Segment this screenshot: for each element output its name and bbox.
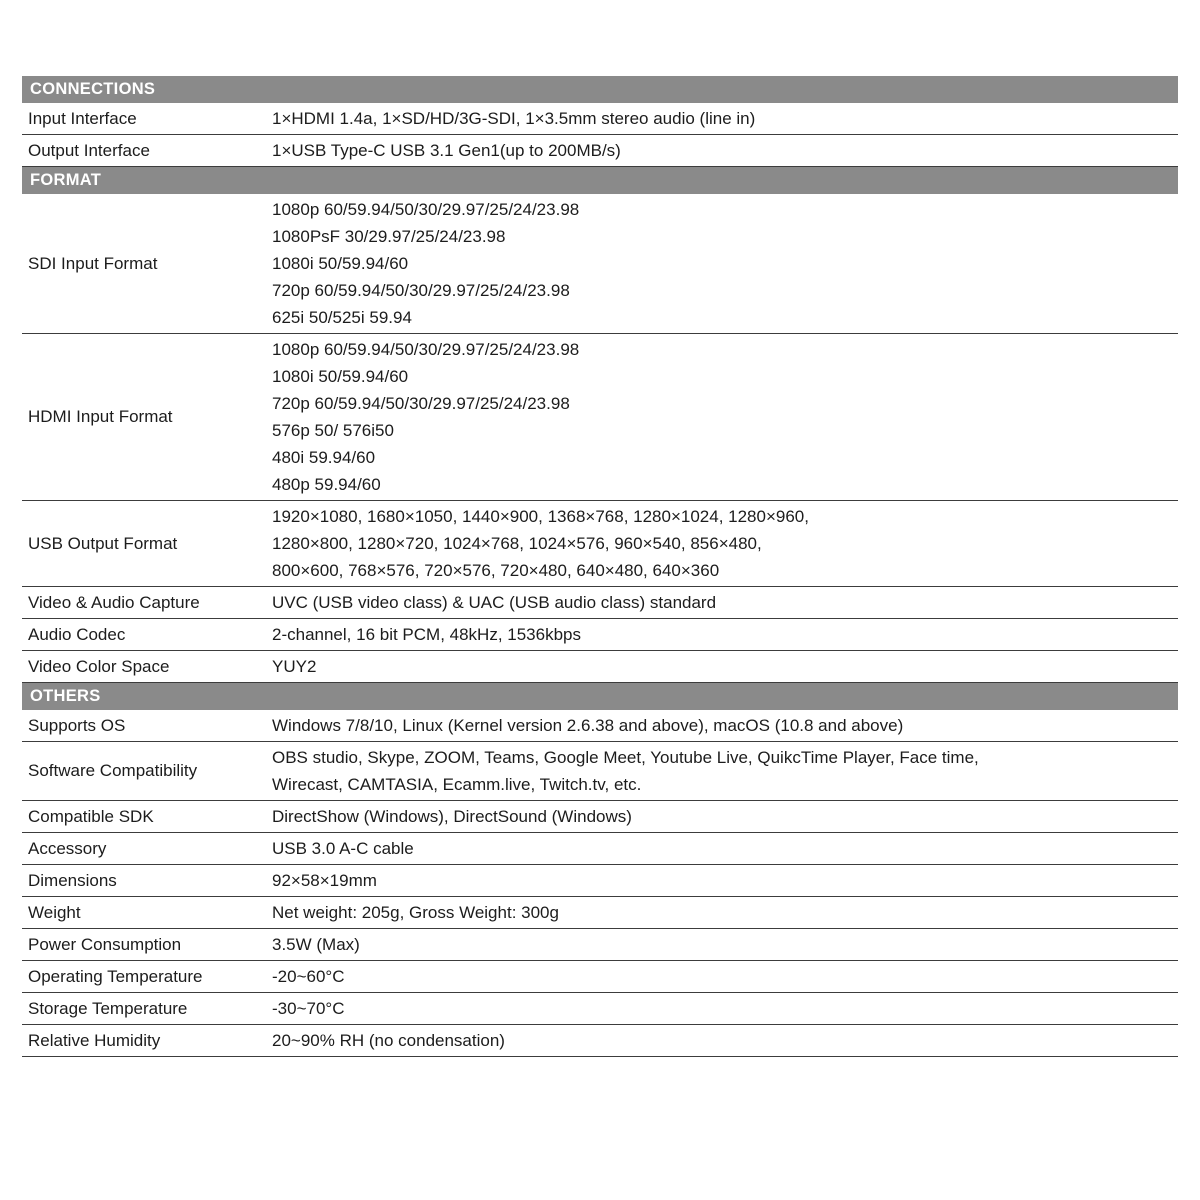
spec-value-line: 1×USB Type-C USB 3.1 Gen1(up to 200MB/s)	[272, 141, 621, 160]
spec-row-value	[272, 899, 1178, 926]
spec-row-value	[272, 867, 1178, 894]
spec-value-line: Wirecast, CAMTASIA, Ecamm.live, Twitch.tv, etc.	[272, 775, 642, 794]
spec-value-line: 625i 50/525i 59.94	[272, 308, 412, 327]
spec-row-label: Video Color Space	[28, 656, 170, 676]
spec-row	[22, 587, 1178, 619]
spec-row	[22, 1025, 1178, 1057]
spec-row-label: Compatible SDK	[28, 806, 154, 826]
spec-row-label: Power Consumption	[28, 934, 182, 954]
spec-value-line: 480p 59.94/60	[272, 475, 381, 494]
spec-value-line: 20~90% RH (no condensation)	[272, 1031, 505, 1050]
spec-value-line: 1080i 50/59.94/60	[272, 254, 409, 273]
spec-value-line: 1080i 50/59.94/60	[272, 367, 409, 386]
spec-row-value	[272, 196, 1178, 331]
spec-value-line: 2-channel, 16 bit PCM, 48kHz, 1536kbps	[272, 625, 582, 644]
spec-row	[22, 961, 1178, 993]
spec-row	[22, 135, 1178, 167]
spec-value-line: 576p 50/ 576i50	[272, 421, 394, 440]
spec-row-label: Dimensions	[28, 870, 117, 890]
spec-row-value	[272, 137, 1178, 164]
section-header-format: FORMAT	[22, 167, 1178, 194]
spec-row-label: Software Compatibility	[28, 761, 198, 780]
spec-value-line: DirectShow (Windows), DirectSound (Windows)	[272, 807, 632, 826]
spec-row	[22, 651, 1178, 683]
spec-row	[22, 334, 1178, 501]
spec-row-label: Output Interface	[28, 140, 150, 160]
spec-row-value	[272, 105, 1178, 132]
spec-value-line: OBS studio, Skype, ZOOM, Teams, Google Meet, Youtube Live, QuikcTime Player, Face time,	[272, 748, 979, 767]
section-header-others: OTHERS	[22, 683, 1178, 710]
spec-value-line: 1080PsF 30/29.97/25/24/23.98	[272, 227, 506, 246]
spec-row-value	[272, 589, 1178, 616]
spec-row	[22, 801, 1178, 833]
spec-row-value	[272, 931, 1178, 958]
spec-value-line: Net weight: 205g, Gross Weight: 300g	[272, 903, 559, 922]
spec-value-line: 1×HDMI 1.4a, 1×SD/HD/3G-SDI, 1×3.5mm stereo audio (line in)	[272, 109, 756, 128]
spec-row-label: Video & Audio Capture	[28, 592, 200, 612]
spec-row-value	[272, 336, 1178, 498]
spec-row	[22, 993, 1178, 1025]
spec-row-label: SDI Input Format	[28, 253, 158, 273]
spec-value-line: USB 3.0 A-C cable	[272, 839, 414, 858]
spec-row-value	[272, 744, 1178, 798]
spec-row-label: Storage Temperature	[28, 998, 188, 1018]
spec-row-label: Audio Codec	[28, 624, 126, 644]
spec-value-line: YUY2	[272, 657, 317, 676]
spec-value-line: -30~70°C	[272, 999, 345, 1018]
spec-value-line: 92×58×19mm	[272, 871, 377, 890]
spec-value-line: -20~60°C	[272, 967, 345, 986]
spec-row-label: Operating Temperature	[28, 966, 203, 986]
spec-value-line: 480i 59.94/60	[272, 448, 376, 467]
spec-row-value	[272, 621, 1178, 648]
spec-row-value	[272, 835, 1178, 862]
spec-row	[22, 742, 1178, 801]
spec-row	[22, 194, 1178, 334]
spec-value-line: Windows 7/8/10, Linux (Kernel version 2.6.38 and above), macOS (10.8 and above)	[272, 716, 904, 735]
spec-row	[22, 865, 1178, 897]
spec-row-value	[272, 963, 1178, 990]
spec-value-line: 1080p 60/59.94/50/30/29.97/25/24/23.98	[272, 340, 580, 359]
spec-row	[22, 833, 1178, 865]
spec-value-line: 720p 60/59.94/50/30/29.97/25/24/23.98	[272, 281, 570, 300]
spec-row	[22, 929, 1178, 961]
spec-row-value	[272, 503, 1178, 584]
spec-row-label: Weight	[28, 902, 81, 922]
spec-value-line: UVC (USB video class) & UAC (USB audio class) standard	[272, 593, 717, 612]
spec-table	[22, 76, 1178, 1057]
spec-row-value	[272, 995, 1178, 1022]
spec-row-label: HDMI Input Format	[28, 407, 173, 426]
spec-row-value	[272, 1027, 1178, 1054]
spec-row-label: Supports OS	[28, 715, 126, 735]
spec-row-value	[272, 712, 1178, 739]
spec-row	[22, 103, 1178, 135]
spec-row	[22, 710, 1178, 742]
spec-row	[22, 619, 1178, 651]
spec-value-line: 1080p 60/59.94/50/30/29.97/25/24/23.98	[272, 200, 580, 219]
spec-value-line: 1280×800, 1280×720, 1024×768, 1024×576, 960×540, 856×480,	[272, 534, 762, 553]
spec-row-value	[272, 803, 1178, 830]
spec-value-line: 1920×1080, 1680×1050, 1440×900, 1368×768, 1280×1024, 1280×960,	[272, 507, 809, 526]
spec-value-line: 720p 60/59.94/50/30/29.97/25/24/23.98	[272, 394, 570, 413]
spec-row-label: Accessory	[28, 838, 107, 858]
spec-row-label: Input Interface	[28, 108, 137, 128]
spec-row-label: USB Output Format	[28, 533, 178, 553]
spec-row	[22, 501, 1178, 587]
spec-value-line: 3.5W (Max)	[272, 935, 360, 954]
spec-row-value	[272, 653, 1178, 680]
section-header-connections: CONNECTIONS	[22, 76, 1178, 103]
spec-row-label: Relative Humidity	[28, 1030, 161, 1050]
spec-row	[22, 897, 1178, 929]
spec-value-line: 800×600, 768×576, 720×576, 720×480, 640×480, 640×360	[272, 561, 720, 580]
